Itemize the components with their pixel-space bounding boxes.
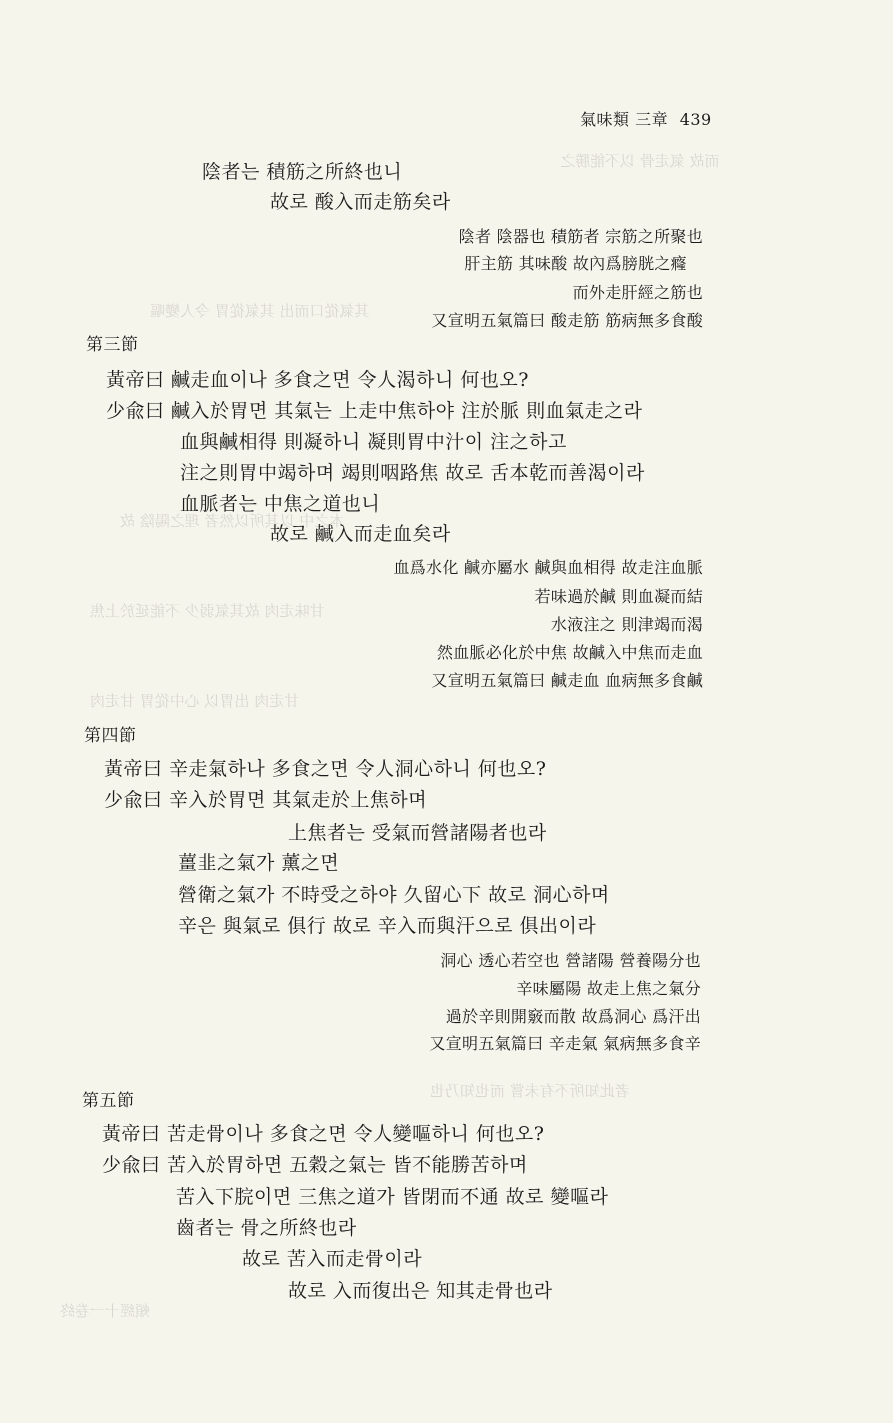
commentary-line: 又宣明五氣篇曰 辛走氣 氣病無多食辛: [429, 1034, 701, 1053]
bleed-through-text: 甘走肉 出胃以 心中從胃 甘走肉: [90, 692, 300, 710]
text-line: 辛은 與氣로 俱行 故로 辛入而與汗으로 俱出이라: [178, 915, 597, 937]
text-line: 薑韭之氣가 薰之면: [178, 852, 340, 874]
text-line: 少兪曰 辛入於胃면 其氣走於上焦하며: [104, 789, 428, 811]
page-number: 439: [679, 110, 712, 129]
running-title: 氣味類 三章: [580, 110, 669, 129]
section-heading: 第三節: [86, 335, 139, 355]
text-line: 苦入下脘이면 三焦之道가 皆閉而不通 故로 變嘔라: [176, 1186, 609, 1208]
commentary-line: 過於辛則開竅而散 故爲洞心 爲汗出: [445, 1007, 701, 1026]
text-line: 注之則胃中竭하며 竭則咽路焦 故로 舌本乾而善渴이라: [180, 462, 645, 484]
bleed-through-text: 其氣從口而出 其氣從胃 令人變嘔: [150, 302, 370, 320]
text-line: 少兪曰 苦入於胃하면 五穀之氣는 皆不能勝苦하며: [102, 1154, 528, 1176]
commentary-line: 陰者 陰器也 積筋者 宗筋之所聚也: [458, 227, 703, 246]
text-line: 黃帝曰 辛走氣하나 多食之면 令人洞心하니 何也오?: [104, 758, 547, 780]
commentary-line: 又宣明五氣篇曰 酸走筋 筋病無多食酸: [431, 311, 703, 330]
text-line: 黃帝曰 鹹走血이나 多食之면 令人渴하니 何也오?: [106, 369, 529, 391]
commentary-line: 水液注之 則津竭而渴: [550, 615, 703, 634]
bleed-through-text: 者此知所不有未嘗 而也知乃也: [430, 1082, 630, 1100]
section-heading: 第五節: [82, 1091, 135, 1111]
bleed-through-text: 甘味走肉 故其氣弱少 不能延於上焦: [90, 602, 325, 620]
commentary-line: 血爲水化 鹹亦屬水 鹹與血相得 故走注血脈: [393, 558, 703, 577]
bleed-through-text: 本之中 以其所以然者 理之陽陰 故: [120, 512, 345, 530]
text-line: 故로 入而復出은 知其走骨也라: [288, 1280, 553, 1302]
text-line: 血脈者는 中焦之道也니: [180, 493, 381, 515]
commentary-line: 洞心 透心若空也 營諸陽 營養陽分也: [440, 951, 701, 970]
text-line: 故로 苦入而走骨이라: [242, 1248, 423, 1270]
text-line: 血與鹹相得 則凝하니 凝則胃中汁이 注之하고: [180, 431, 567, 453]
bleed-through-text: 而故 氣走骨 以不能勝之: [560, 152, 720, 170]
text-line: 陰者는 積筋之所終也니: [202, 161, 403, 183]
text-line: 上焦者는 受氣而營諸陽者也라: [288, 822, 547, 844]
commentary-line: 肝主筋 其味酸 故內爲膀胱之癃: [464, 254, 687, 273]
text-line: 黃帝曰 苦走骨이나 多食之면 令人變嘔하니 何也오?: [102, 1123, 545, 1145]
text-line: 齒者는 骨之所終也라: [176, 1217, 357, 1239]
text-line: 少兪曰 鹹入於胃면 其氣는 上走中焦하야 注於脈 則血氣走之라: [106, 400, 643, 422]
bleed-through-text: 頰經十一卷終: [60, 1302, 151, 1320]
text-line: 故로 酸入而走筋矣라: [270, 191, 451, 213]
text-line: 營衛之氣가 不時受之하야 久留心下 故로 洞心하며: [178, 884, 610, 906]
text-line: 故로 鹹入而走血矣라: [270, 523, 451, 545]
section-heading: 第四節: [84, 726, 137, 746]
commentary-line: 而外走肝經之筋也: [572, 283, 703, 302]
commentary-line: 然血脈必化於中焦 故鹹入中焦而走血: [436, 643, 703, 662]
commentary-line: 辛味屬陽 故走上焦之氣分: [516, 979, 701, 998]
commentary-line: 若味過於鹹 則血凝而結: [534, 587, 703, 606]
commentary-line: 又宣明五氣篇曰 鹹走血 血病無多食鹹: [431, 671, 703, 690]
running-header: [580, 108, 712, 132]
